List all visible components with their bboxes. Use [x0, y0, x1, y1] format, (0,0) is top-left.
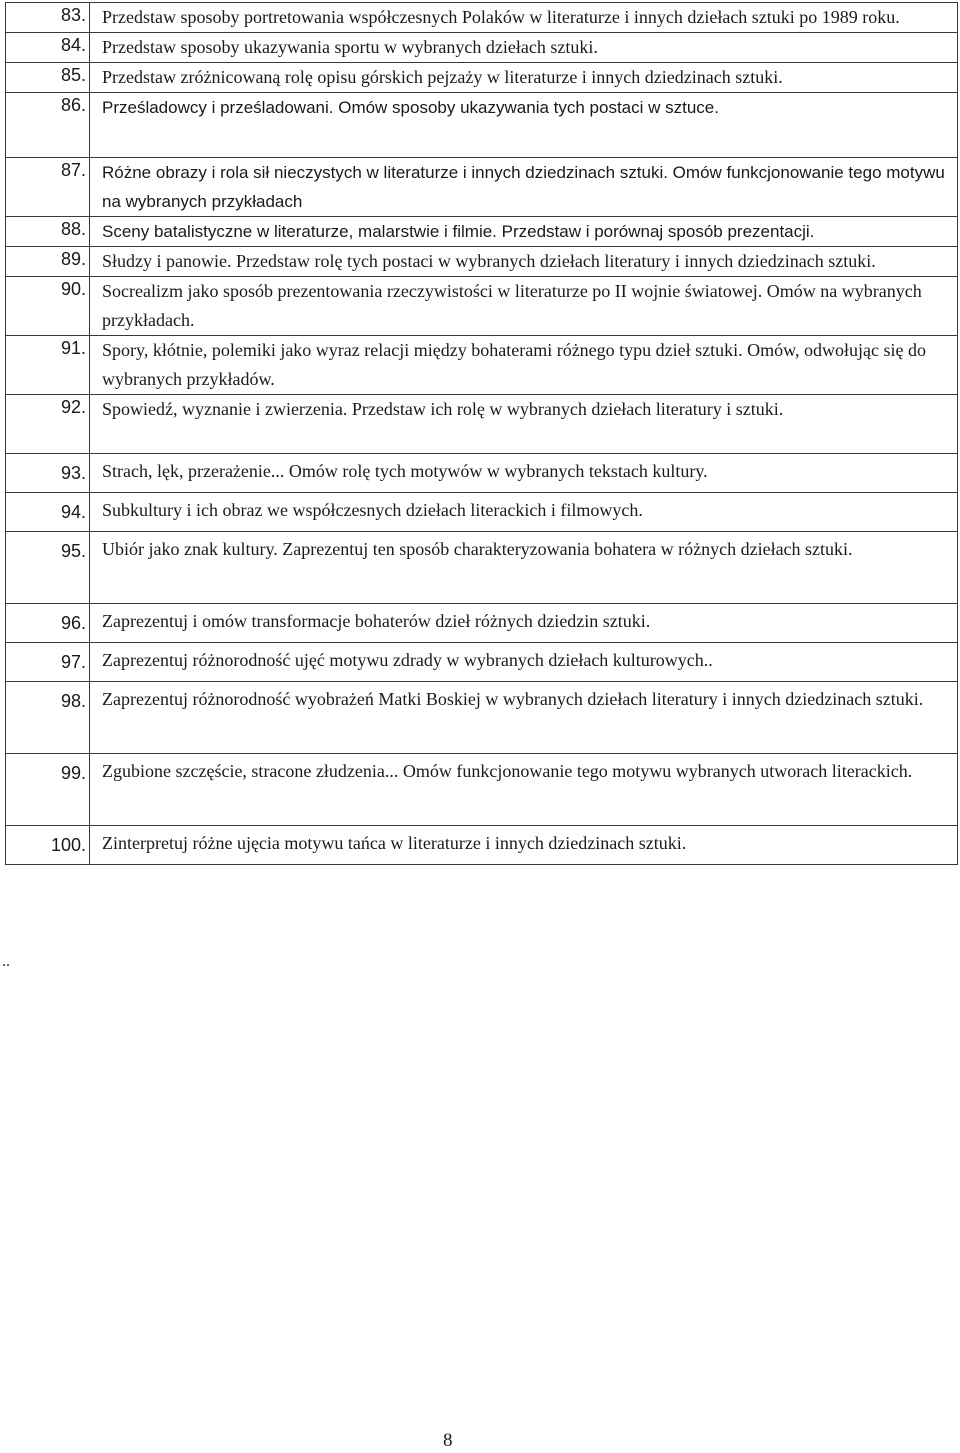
item-number: 100.: [6, 826, 90, 865]
table-row: [6, 158, 958, 217]
item-number: 84.: [6, 33, 90, 63]
table-row: [6, 247, 958, 277]
item-text: Sceny batalistyczne w literaturze, malarstwie i filmie. Przedstaw i porównaj sposób prezentacji.: [90, 217, 958, 247]
item-number: 93.: [6, 454, 90, 493]
item-text: Zaprezentuj różnorodność wyobrażeń Matki Boskiej w wybranych dziełach literatury i innych dziedzinach sztuki.: [90, 682, 958, 754]
item-text: Zaprezentuj i omów transformacje bohaterów dzieł różnych dziedzin sztuki.: [90, 604, 958, 643]
item-number: 83.: [6, 3, 90, 33]
table-row: [6, 33, 958, 63]
item-text: Zgubione szczęście, stracone złudzenia... Omów funkcjonowanie tego motywu wybranych utworach literackich.: [90, 754, 958, 826]
trailing-dots: ..: [2, 953, 10, 970]
item-number: 99.: [6, 754, 90, 826]
table-row: [6, 395, 958, 454]
table-row: [6, 336, 958, 395]
item-number: 87.: [6, 158, 90, 217]
item-text: Spory, kłótnie, polemiki jako wyraz relacji między bohaterami różnego typu dzieł sztuki. Omów, odwołując się do wybranych przykładów.: [90, 336, 958, 395]
item-number: 95.: [6, 532, 90, 604]
item-text: Strach, lęk, przerażenie... Omów rolę tych motywów w wybranych tekstach kultury.: [90, 454, 958, 493]
table-row: [6, 826, 958, 865]
table-row: [6, 754, 958, 826]
item-number: 91.: [6, 336, 90, 395]
item-text: Słudzy i panowie. Przedstaw rolę tych postaci w wybranych dziełach literatury i innych dziedzinach sztuki.: [90, 247, 958, 277]
item-text: Socrealizm jako sposób prezentowania rzeczywistości w literaturze po II wojnie światowej. Omów na wybranych przykładach.: [90, 277, 958, 336]
item-number: 92.: [6, 395, 90, 454]
table-row: [6, 604, 958, 643]
item-number: 88.: [6, 217, 90, 247]
item-number: 85.: [6, 63, 90, 93]
item-text: Różne obrazy i rola sił nieczystych w literaturze i innych dziedzinach sztuki. Omów funkcjonowanie tego motywu na wybranych przykładach: [90, 158, 958, 217]
item-text: Spowiedź, wyznanie i zwierzenia. Przedstaw ich rolę w wybranych dziełach literatury i sztuki.: [90, 395, 958, 454]
table-row: [6, 93, 958, 158]
item-text: Prześladowcy i prześladowani. Omów sposoby ukazywania tych postaci w sztuce.: [90, 93, 958, 158]
item-number: 97.: [6, 643, 90, 682]
item-text: Ubiór jako znak kultury. Zaprezentuj ten sposób charakteryzowania bohatera w różnych dziełach sztuki.: [90, 532, 958, 604]
table-row: [6, 532, 958, 604]
table-row: [6, 454, 958, 493]
item-text: Subkultury i ich obraz we współczesnych dziełach literackich i filmowych.: [90, 493, 958, 532]
table-row: [6, 682, 958, 754]
item-number: 94.: [6, 493, 90, 532]
item-number: 98.: [6, 682, 90, 754]
item-text: Zinterpretuj różne ujęcia motywu tańca w literaturze i innych dziedzinach sztuki.: [90, 826, 958, 865]
item-number: 90.: [6, 277, 90, 336]
table-row: [6, 277, 958, 336]
item-text: Przedstaw zróżnicowaną rolę opisu górskich pejzaży w literaturze i innych dziedzinach sztuki.: [90, 63, 958, 93]
page-number: 8: [443, 1430, 453, 1451]
item-text: Przedstaw sposoby portretowania współczesnych Polaków w literaturze i innych dziełach sztuki po 1989 roku.: [90, 3, 958, 33]
item-number: 89.: [6, 247, 90, 277]
item-text: Przedstaw sposoby ukazywania sportu w wybranych dziełach sztuki.: [90, 33, 958, 63]
item-number: 86.: [6, 93, 90, 158]
table-row: [6, 3, 958, 33]
item-number: 96.: [6, 604, 90, 643]
table-row: [6, 217, 958, 247]
topics-table: [5, 2, 958, 865]
item-text: Zaprezentuj różnorodność ujęć motywu zdrady w wybranych dziełach kulturowych..: [90, 643, 958, 682]
table-row: [6, 643, 958, 682]
table-row: [6, 63, 958, 93]
table-row: [6, 493, 958, 532]
